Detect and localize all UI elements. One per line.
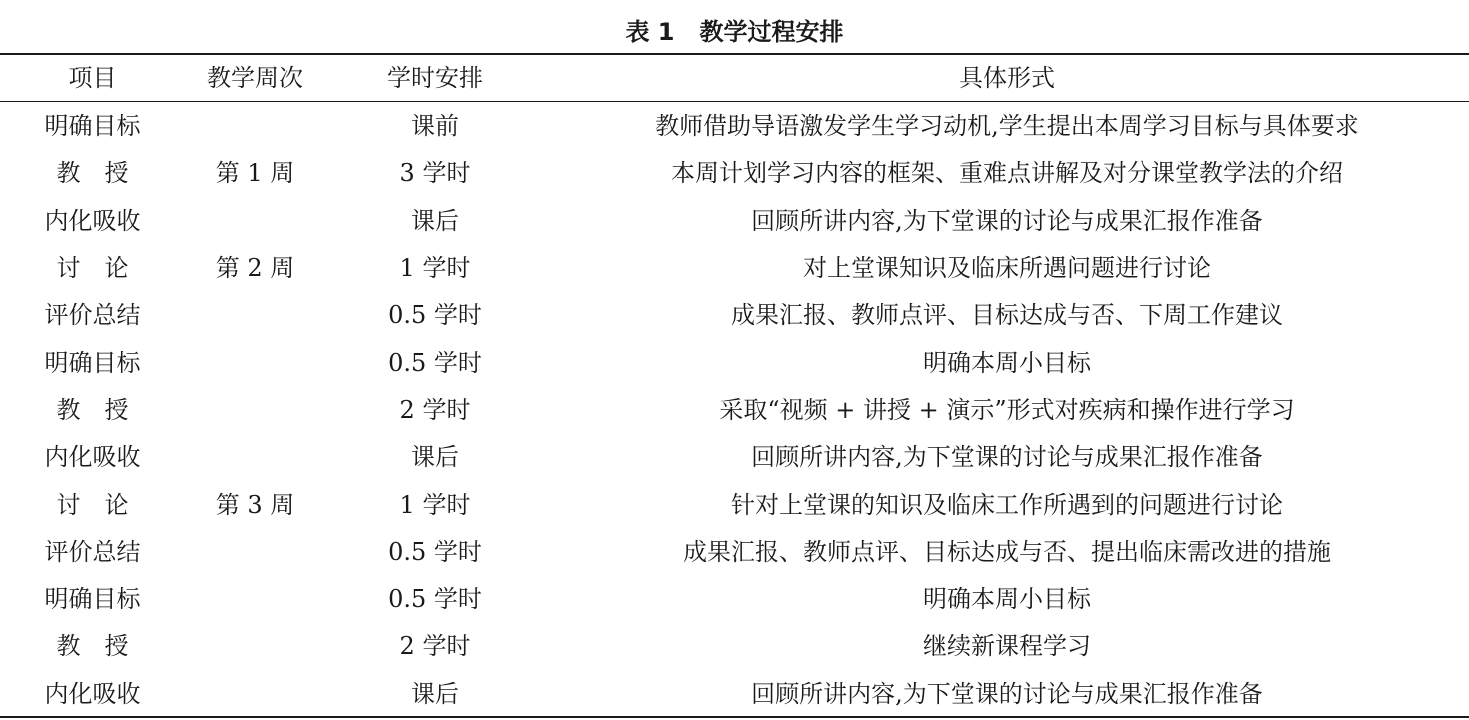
cell-week [185, 103, 325, 150]
table-header-rule [0, 101, 1469, 102]
cell-item: 讨 论 [56, 254, 129, 283]
cell-form: 成果汇报、教师点评、目标达成与否、下周工作建议 [731, 301, 1283, 330]
cell-hours: 0.5 学时 [388, 348, 482, 377]
table-row [0, 576, 1469, 623]
cell-week [185, 576, 325, 623]
cell-week [185, 198, 325, 245]
cell-form: 本周计划学习内容的框架、重难点讲解及对分课堂教学法的介绍 [671, 159, 1343, 188]
cell-hours: 0.5 学时 [388, 537, 482, 566]
table-body [0, 103, 1469, 718]
cell-week [185, 671, 325, 718]
cell-hours: 课后 [411, 206, 459, 235]
cell-hours: 课后 [411, 443, 459, 472]
table-row [0, 292, 1469, 339]
cell-item: 内化吸收 [44, 443, 141, 472]
cell-form: 成果汇报、教师点评、目标达成与否、提出临床需改进的措施 [683, 537, 1331, 566]
header-item: 项目 [68, 64, 117, 92]
cell-item: 教 授 [56, 395, 129, 424]
table-row [0, 339, 1469, 386]
table-row [0, 481, 1469, 528]
cell-item: 评价总结 [44, 537, 141, 566]
cell-hours: 1 学时 [399, 254, 471, 283]
cell-week [185, 339, 325, 386]
table-row [0, 198, 1469, 245]
cell-week [185, 387, 325, 434]
header-hours: 学时安排 [387, 64, 483, 92]
cell-item: 评价总结 [44, 301, 141, 330]
cell-hours: 0.5 学时 [388, 585, 482, 614]
cell-item: 教 授 [56, 159, 129, 188]
cell-hours: 课前 [411, 112, 459, 141]
header-week: 教学周次 [207, 64, 303, 92]
cell-form: 回顾所讲内容,为下堂课的讨论与成果汇报作准备 [751, 206, 1263, 235]
table-row [0, 245, 1469, 292]
cell-item: 明确目标 [44, 348, 141, 377]
table-row [0, 387, 1469, 434]
cell-form: 明确本周小目标 [923, 348, 1091, 377]
cell-hours: 1 学时 [399, 490, 471, 519]
cell-form: 回顾所讲内容,为下堂课的讨论与成果汇报作准备 [751, 443, 1263, 472]
table-row [0, 434, 1469, 481]
table-header [0, 55, 1469, 101]
cell-hours: 2 学时 [399, 395, 471, 424]
cell-item: 讨 论 [56, 490, 129, 519]
header-form: 具体形式 [959, 64, 1055, 92]
cell-item: 明确目标 [44, 585, 141, 614]
cell-form: 对上堂课知识及临床所遇问题进行讨论 [803, 254, 1211, 283]
cell-week [185, 529, 325, 576]
cell-week: 第 2 周 [215, 254, 295, 283]
cell-hours: 3 学时 [399, 159, 471, 188]
table-row [0, 671, 1469, 718]
cell-form: 针对上堂课的知识及临床工作所遇到的问题进行讨论 [731, 490, 1283, 519]
cell-form: 采取“视频 + 讲授 + 演示”形式对疾病和操作进行学习 [719, 395, 1295, 424]
cell-week [185, 434, 325, 481]
cell-item: 明确目标 [44, 112, 141, 141]
table-row [0, 103, 1469, 150]
table-bottom-rule [0, 716, 1469, 718]
header-row [0, 55, 1469, 101]
cell-hours: 0.5 学时 [388, 301, 482, 330]
cell-hours: 课后 [411, 679, 459, 708]
cell-item: 内化吸收 [44, 679, 141, 708]
cell-item: 内化吸收 [44, 206, 141, 235]
cell-week [185, 623, 325, 670]
table-row [0, 529, 1469, 576]
cell-week [185, 292, 325, 339]
cell-form: 教师借助导语激发学生学习动机,学生提出本周学习目标与具体要求 [655, 112, 1359, 141]
cell-hours: 2 学时 [399, 632, 471, 661]
table-row [0, 623, 1469, 670]
cell-form: 继续新课程学习 [923, 632, 1091, 661]
cell-week: 第 3 周 [215, 490, 295, 519]
cell-form: 明确本周小目标 [923, 585, 1091, 614]
table-caption: 表 1 教学过程安排 [625, 18, 844, 46]
cell-form: 回顾所讲内容,为下堂课的讨论与成果汇报作准备 [751, 679, 1263, 708]
cell-week: 第 1 周 [215, 159, 295, 188]
cell-item: 教 授 [56, 632, 129, 661]
table-row [0, 150, 1469, 197]
